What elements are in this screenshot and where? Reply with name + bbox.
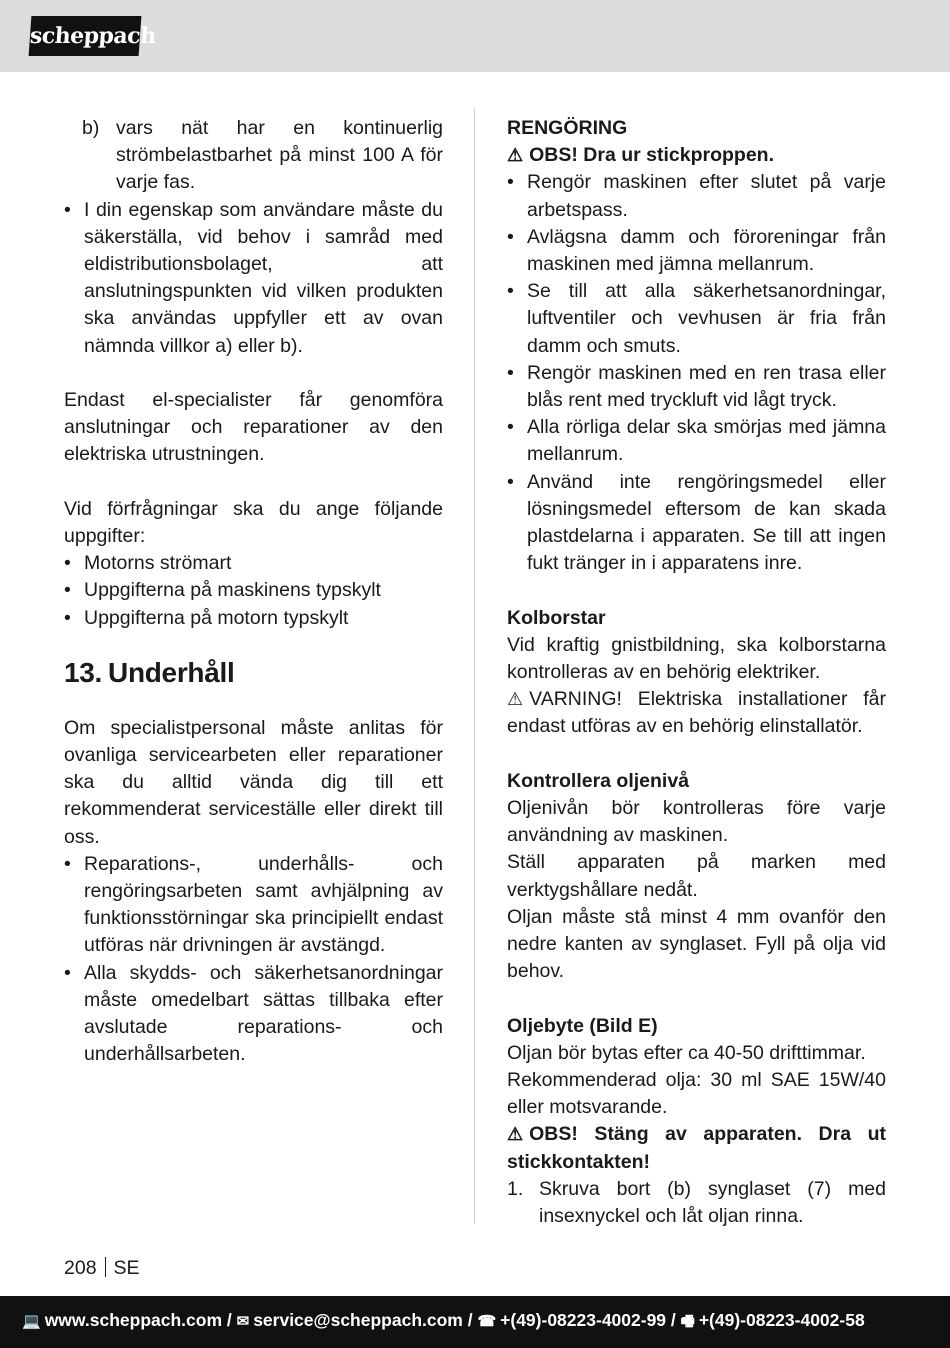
column-divider — [474, 108, 475, 1224]
paragraph: Ställ apparaten på marken med verktygshållare nedåt. — [507, 851, 886, 901]
paragraph: Oljan bör bytas efter ca 40-50 drifttimmar. — [507, 1041, 866, 1064]
bullet-icon: • — [507, 171, 514, 194]
cleaning-heading: RENGÖRING — [507, 117, 628, 139]
warning-icon: ⚠ — [507, 1124, 524, 1145]
list-item — [64, 960, 443, 1069]
warning-text: OBS! Stäng av apparaten. Dra ut stickkontakten! — [507, 1123, 886, 1173]
fax-icon: 🖷 — [680, 1313, 695, 1330]
page-header — [0, 0, 950, 72]
bullet-icon: • — [64, 552, 71, 575]
fax-number: +(49)-08223-4002-58 — [698, 1310, 865, 1330]
phone-icon: ☎ — [477, 1313, 497, 1330]
list-text: Uppgifterna på motorn typskylt — [84, 606, 349, 629]
cleaning-warning — [507, 142, 886, 169]
paragraph: Rekommenderad olja: 30 ml SAE 15W/40 eller motsvarande. — [507, 1069, 886, 1119]
step-number: 1. — [507, 1177, 524, 1200]
paragraph: Endast el-specialister får genomföra anslutningar och reparationer av den elektriska utrustningen. — [64, 389, 443, 466]
bullet-icon: • — [64, 961, 71, 984]
right-column — [507, 115, 886, 1230]
page-language: SE — [113, 1257, 140, 1279]
section-title — [64, 658, 443, 688]
separator — [105, 1257, 106, 1277]
list-text: Rengör maskinen efter slutet på varje arbetspass. — [527, 171, 886, 221]
bullet-icon: • — [507, 280, 514, 303]
warning-icon: ⚠ — [507, 145, 524, 166]
list-text: Se till att alla säkerhetsanordningar, luftventiler och vevhusen är fria från damm och smuts. — [527, 280, 886, 357]
page-number — [64, 1256, 140, 1280]
list-item — [507, 414, 886, 468]
oil-level-heading: Kontrollera oljenivå — [507, 769, 690, 792]
list-item — [64, 851, 443, 960]
list-text: Reparations-, underhålls- och rengöringsarbeten samt avhjälpning av funktionsstörningar ska principiellt endast utföras när drivningen är avstängd. — [84, 852, 443, 957]
list-marker: b) — [82, 117, 100, 139]
page-footer — [0, 1296, 950, 1348]
oil-change-heading: Oljebyte (Bild E) — [507, 1014, 658, 1037]
list-item — [507, 224, 886, 278]
brushes-heading: Kolborstar — [507, 606, 606, 629]
section-title-text: Underhåll — [108, 656, 235, 688]
step-item — [507, 1176, 886, 1230]
paragraph: Om specialistpersonal måste anlitas för ovanliga servicearbeten eller reparationer ska du alltid vända dig till ett rekommenderat serviceställe eller direkt till oss. — [64, 716, 443, 848]
paragraph: Oljenivån bör kontrolleras före varje användning av maskinen. — [507, 797, 886, 847]
list-item — [507, 469, 886, 578]
list-text: Avlägsna damm och föroreningar från maskinen med jämna mellanrum. — [527, 225, 886, 276]
paragraph: Oljan måste stå minst 4 mm ovanför den nedre kanten av synglaset. Fyll på olja vid behov. — [507, 905, 886, 983]
list-item — [64, 197, 443, 360]
list-text: Alla rörliga delar ska smörjas med jämna mellanrum. — [527, 416, 886, 466]
condition-b — [64, 115, 443, 197]
list-item — [507, 360, 886, 414]
paragraph: Vid förfrågningar ska du ange följande uppgifter: — [64, 497, 443, 548]
brushes-warning — [507, 686, 886, 740]
step-text: Skruva bort (b) synglaset (7) med insexnyckel och låt oljan rinna. — [539, 1177, 886, 1228]
list-item — [64, 550, 443, 577]
list-text: Rengör maskinen med en ren trasa eller blås rent med tryckluft vid lågt tryck. — [527, 361, 886, 412]
warning-icon: ⚠ — [507, 689, 524, 710]
list-item — [64, 577, 443, 604]
computer-icon: 💻 — [22, 1313, 41, 1330]
bullet-icon: • — [64, 198, 71, 221]
bullet-icon: • — [64, 606, 71, 629]
list-text: I din egenskap som användare måste du säkerställa, vid behov i samråd med eldistributionsbolaget, att anslutningspunkten vid vilken produkten ska användas uppfyller ett av ovan nämnda villkor a) eller b). — [84, 198, 443, 357]
bullet-icon: • — [507, 225, 514, 248]
list-text: Använd inte rengöringsmedel eller lösningsmedel eftersom de kan skada plastdelarna i apparaten. Se till att ingen fukt tränger in i apparatens inre. — [527, 470, 886, 575]
paragraph: Vid kraftig gnistbildning, ska kolborstarna kontrolleras av en behörig elektriker. — [507, 633, 886, 684]
bullet-icon: • — [64, 852, 71, 875]
oil-change-warning — [507, 1121, 886, 1175]
list-item — [507, 278, 886, 360]
email-link[interactable]: service@scheppach.com / — [253, 1310, 473, 1330]
section-number: 13. — [64, 656, 103, 688]
bullet-icon: • — [507, 470, 514, 493]
warning-text: VARNING! Elektriska installationer får endast utföras av en behörig elinstallatör. — [507, 688, 886, 738]
scheppach-logo: scheppach — [29, 16, 142, 56]
list-text: vars nät har en kontinuerlig strömbelastbarhet på minst 100 A för varje fas. — [116, 117, 443, 194]
phone-number: +(49)-08223-4002-99 / — [500, 1310, 676, 1330]
list-item — [64, 605, 443, 632]
bullet-icon: • — [507, 416, 514, 439]
list-text: Motorns strömart — [84, 552, 232, 575]
left-column — [64, 115, 443, 1068]
list-text: Alla skydds- och säkerhetsanordningar måste omedelbart sättas tillbaka efter avslutade reparations- och underhållsarbeten. — [84, 961, 443, 1066]
mail-icon: ✉ — [236, 1313, 250, 1330]
bullet-icon: • — [507, 361, 514, 384]
website-link[interactable]: www.scheppach.com / — [44, 1310, 232, 1330]
list-item — [507, 169, 886, 223]
list-text: Uppgifterna på maskinens typskylt — [84, 579, 381, 602]
warning-text: OBS! Dra ur stickproppen. — [529, 144, 775, 167]
page-number-value: 208 — [64, 1257, 97, 1279]
bullet-icon: • — [64, 579, 71, 602]
